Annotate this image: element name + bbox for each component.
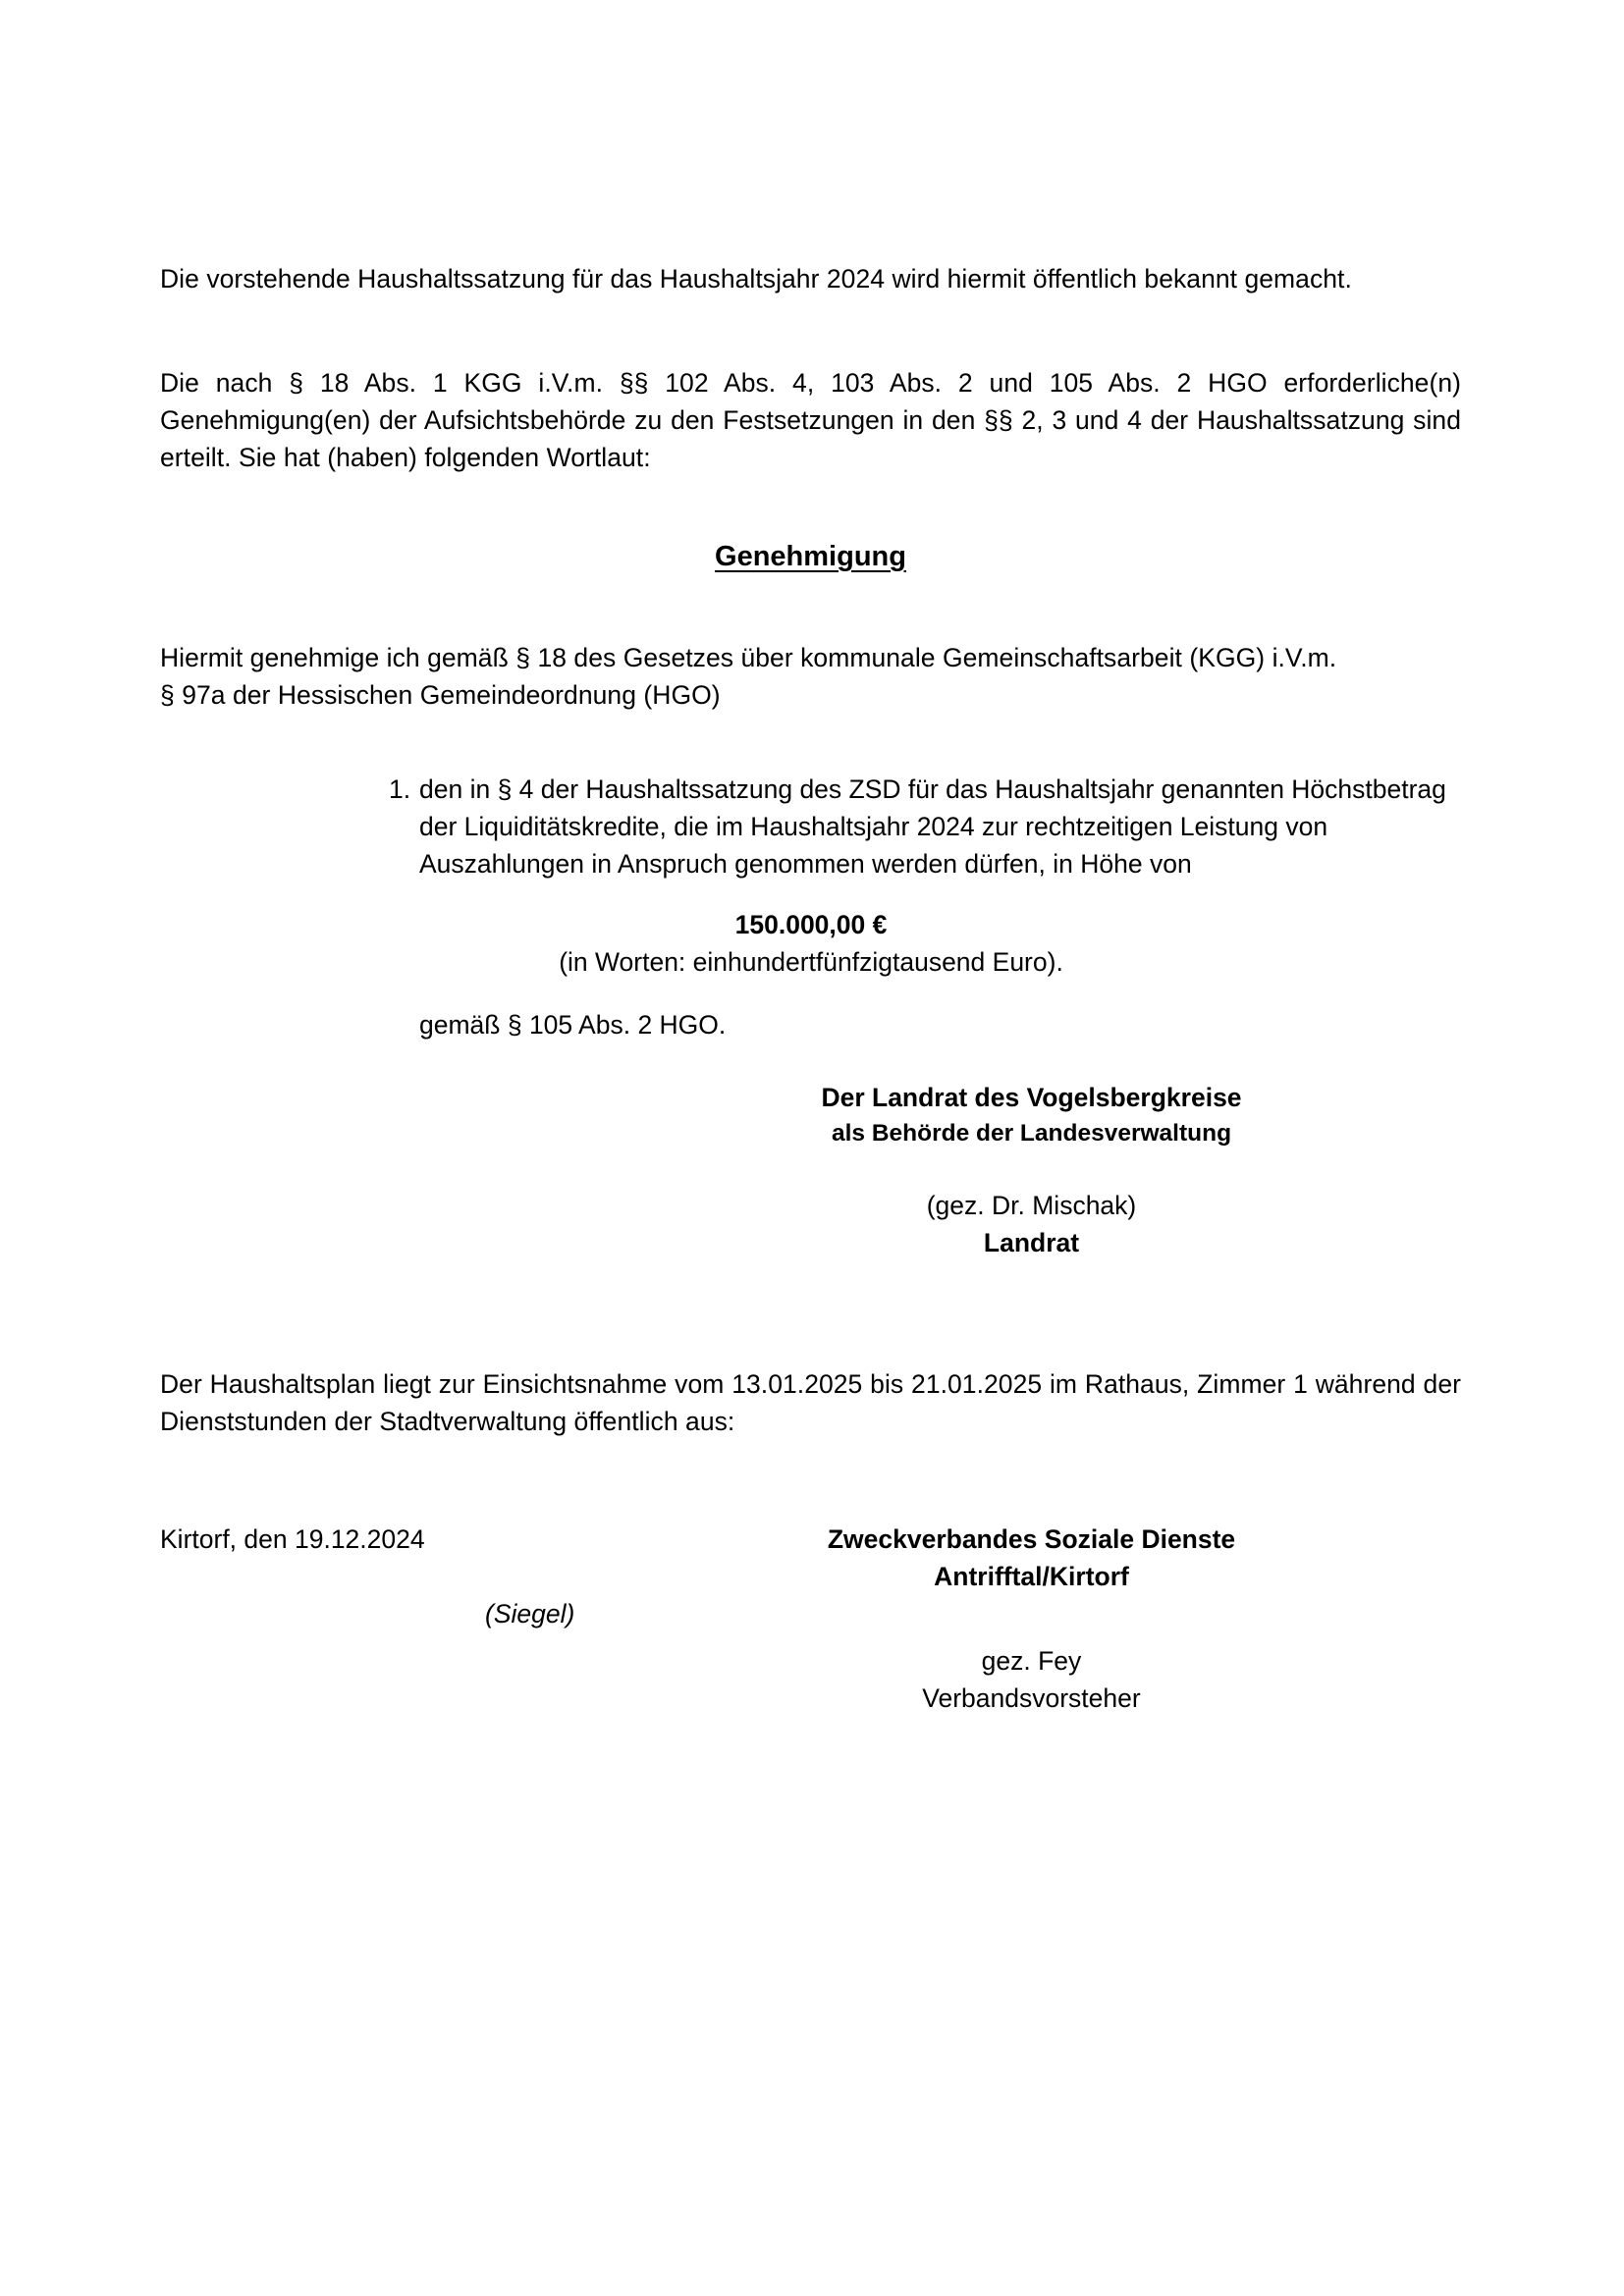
authority-role: als Behörde der Landesverwaltung [831,1120,1232,1147]
list-item [389,771,1461,882]
spacer-before-heading [160,476,1461,537]
page-title: Genehmigung [715,541,906,572]
spacer-before-authority-signature [160,1043,1461,1079]
footer-row-primary [160,1521,1461,1558]
spacer-before-footer [160,1440,1461,1521]
amount-value: 150.000,00 € [734,910,888,939]
place-and-date: Kirtorf, den 19.12.2024 [160,1524,425,1554]
list-item-text: den in § 4 der Haushaltssatzung des ZSD für das Haushaltsjahr genannten Höchstbetrag der Liquiditätskredite, die im Haushaltsjahr 2024 zur rechtzeitigen Leistung von Auszahlungen in Anspruch genommen werden dürfen, in Höhe von [419,774,1446,879]
spacer-before-amount [160,882,1461,906]
amount-in-words: (in Worten: einhundertfünfzigtausend Euro). [559,947,1063,977]
intro-paragraph: Die vorstehende Haushaltssatzung für das Haushaltsjahr 2024 wird hiermit öffentlich bekannt gemacht. [160,264,1352,294]
spacer-after-intro [160,297,1461,364]
footer-signed-by: gez. Fey [981,1646,1082,1676]
authority-signed-by: (gez. Dr. Mischak) [926,1191,1137,1220]
legal-basis-line: gemäß § 105 Abs. 2 HGO. [419,1010,727,1040]
spacer-before-legal-basis [160,981,1461,1006]
amount-block [389,906,1233,981]
spacer-before-list [160,714,1461,771]
footer-signer-title: Verbandsvorsteher [922,1683,1141,1713]
footer-row-secondary [160,1558,1461,1595]
list-item-marker: 1. [389,774,411,804]
spacer-before-inspection-notice [160,1261,1461,1365]
footer-row-signer [160,1642,1461,1680]
approval-notice-paragraph: Die nach § 18 Abs. 1 KGG i.V.m. §§ 102 Abs. 4, 103 Abs. 2 und 105 Abs. 2 HGO erforderliche(n) Genehmigung(en) der Aufsichtsbehörde zu den Festsetzungen in den §§ 2, 3 und 4 der Haushaltssatzung sind erteilt. Sie hat (haben) folgenden Wortlaut: [160,368,1461,472]
approval-items-list [160,771,1461,882]
authority-name: Der Landrat des Vogelsbergkreise [821,1083,1242,1112]
spacer-in-signature [613,1151,1450,1187]
document-content [160,0,1461,1717]
footer-row-signer-title [160,1680,1461,1717]
organization-line-2: Antrifftal/Kirtorf [934,1562,1129,1591]
authority-signer-title: Landrat [983,1228,1080,1257]
authority-signature-block [613,1079,1450,1261]
inspection-notice-paragraph: Der Haushaltsplan liegt zur Einsichtsnahme vom 13.01.2025 bis 21.01.2025 im Rathaus, Zimmer 1 während der Dienststunden der Stadtverwaltung öffentlich aus: [160,1369,1461,1436]
approval-body-line-1: Hiermit genehmige ich gemäß § 18 des Gesetzes über kommunale Gemeinschaftsarbeit (KGG) i.V.m. [160,643,1337,672]
organization-line-1: Zweckverbandes Soziale Dienste [827,1524,1236,1554]
top-spacer [160,0,1461,260]
approval-body-line-2: § 97a der Hessischen Gemeindeordnung (HGO) [160,680,721,710]
seal-label: (Siegel) [485,1599,575,1629]
spacer-after-heading [160,576,1461,639]
footer-row-seal [160,1595,1461,1642]
